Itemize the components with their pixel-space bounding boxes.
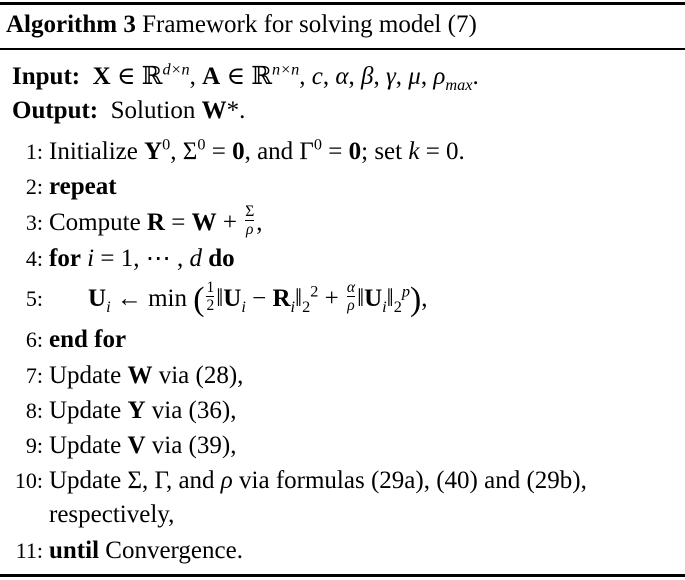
step-number: 3:	[25, 210, 43, 235]
step-4	[0, 242, 685, 276]
step-6	[0, 323, 685, 357]
step-keyword: until	[49, 537, 100, 564]
step-keyword: end for	[49, 326, 127, 353]
output-line	[12, 94, 245, 128]
step-11	[0, 534, 685, 568]
step-1	[0, 135, 685, 169]
caption-rule	[0, 48, 685, 50]
step-text: for i = 1, ⋯ , d do	[49, 245, 235, 272]
step-9	[0, 429, 685, 463]
step-text-value: Convergence.	[105, 537, 243, 564]
step-text: Compute R = W + $\frac{\Sigma}{\rho}$ ,	[49, 203, 263, 239]
algorithm-caption	[6, 8, 477, 42]
step-number: 6:	[25, 327, 43, 352]
top-rule	[0, 2, 685, 5]
input-keyword: Input:	[12, 63, 81, 90]
bottom-rule	[0, 574, 685, 577]
step-10	[0, 464, 685, 498]
step-text: Update Σ, Γ, and ρ via formulas (29a), (40) and (29b),	[49, 467, 587, 494]
step-5	[0, 279, 685, 318]
step-number: 8:	[25, 398, 43, 423]
output-value: Solution W*.	[104, 97, 246, 124]
step-number: 1:	[25, 139, 43, 164]
output-keyword: Output:	[12, 97, 99, 124]
step-number: 5:	[25, 286, 43, 311]
step-text: Initialize $Y^0$, $\Sigma^0 = 0$, and $\Gamma^0 = 0$; set k = 0.	[49, 135, 465, 165]
step-7	[0, 359, 685, 393]
step-text	[49, 534, 243, 568]
step-number: 4:	[25, 246, 43, 271]
step-8	[0, 394, 685, 428]
step-number: 9:	[25, 433, 43, 458]
step-number: 10:	[14, 468, 43, 493]
step-text: Update Y via (36),	[49, 397, 237, 424]
algorithm-label: Algorithm 3	[6, 11, 136, 38]
step-number: 7:	[25, 363, 43, 388]
step-text: Update W via (28),	[49, 362, 244, 389]
step-2	[0, 170, 685, 204]
step-keyword: repeat	[49, 173, 117, 200]
algorithm-title: Framework for solving model (7)	[142, 11, 477, 38]
step-number: 11:	[15, 538, 43, 563]
input-value: X ∈ ℝ$^{d\times n}$, A ∈ ℝ$^{n\times n}$, c, α, β, γ, μ, $\rho_{max}$.	[92, 60, 479, 94]
step-continuation: respectively,	[49, 501, 175, 528]
step-number: 2:	[25, 174, 43, 199]
step-text: $U_i$ ← min ( $\frac{1}{2}$ $‖U_i$ − $R_i‖_2^2$ + $\frac{\alpha}{\rho}$ $‖U_i‖_2^p$),	[88, 279, 428, 318]
step-3	[0, 203, 685, 240]
step-text: Update V via (39),	[49, 432, 237, 459]
input-line	[12, 60, 479, 94]
step-10-continuation	[0, 498, 685, 532]
